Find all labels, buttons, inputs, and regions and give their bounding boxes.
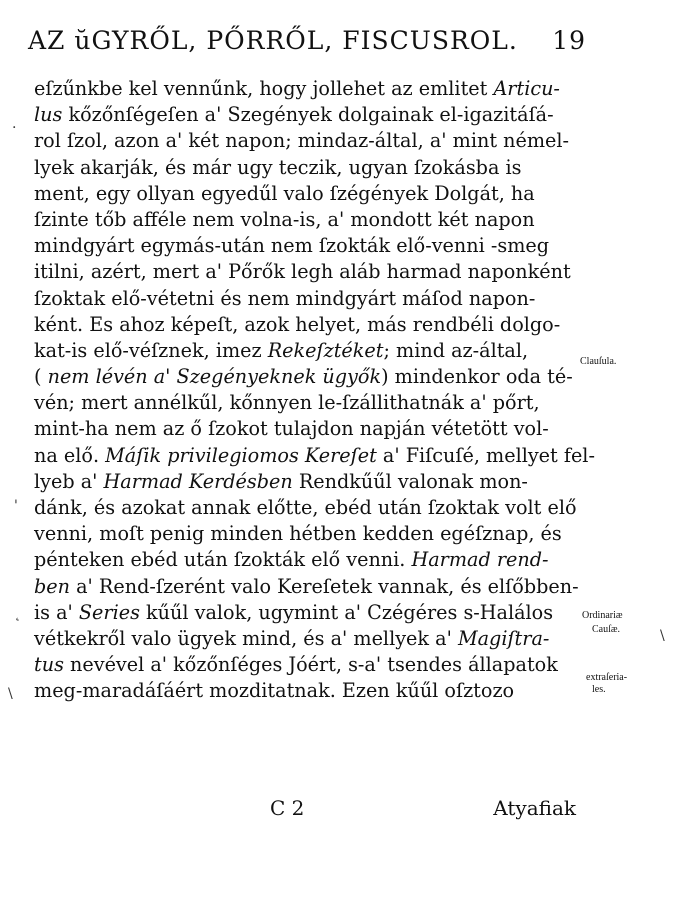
text-segment: ként. Es ahoz képeſt, azok helyet, más rendbéli dolgo- <box>34 312 561 336</box>
italic-segment: Series <box>78 600 140 624</box>
text-segment: a' Rend-ſzerént valo Kereſetek vannak, és elſőbben- <box>70 574 579 598</box>
text-line <box>34 207 574 233</box>
text-line <box>34 338 574 364</box>
text-line <box>34 443 595 469</box>
catchword: Atyafiak <box>493 796 576 820</box>
running-header <box>28 26 588 55</box>
text-segment: ment, egy ollyan egyedűl valo ſzégények Dolgát, ha <box>34 181 535 205</box>
text-line <box>34 390 574 416</box>
text-line <box>34 259 574 285</box>
text-segment: pénteken ebéd után ſzokták elő venni. <box>34 548 412 572</box>
text-segment: rol ſzol, azon a' két napon; mindaz-által, a' mint némel- <box>34 129 570 153</box>
text-segment: vén; mert annélkűl, kőnnyen le-ſzállithatnák a' pőrt, <box>34 391 540 415</box>
running-title: AZ ŭGYRŐL, PŐRRŐL, FISCUSROL. <box>28 26 518 55</box>
text-line <box>34 102 574 128</box>
text-segment: Rendkűűl valonak mon- <box>292 469 528 493</box>
text-line <box>34 678 574 704</box>
text-segment: itilni, azért, mert a' Pőrők legh aláb harmad naponként <box>34 260 571 284</box>
text-segment: eſzűnkbe kel vennűnk, hogy jollehet az emlitet <box>34 77 494 100</box>
italic-segment: nem lévén a' Szegényeknek ügyők <box>47 365 382 389</box>
text-line <box>34 155 574 181</box>
text-line <box>34 364 574 390</box>
text-line <box>34 626 574 652</box>
text-line <box>34 286 574 312</box>
text-line <box>34 495 577 521</box>
stray-mark-dash: ˛ <box>14 606 21 622</box>
margin-note-les: les. <box>592 684 606 695</box>
stray-mark-tick: ' <box>14 498 18 514</box>
text-line <box>34 652 574 678</box>
text-line <box>34 547 574 573</box>
text-line <box>34 181 574 207</box>
text-segment: kőzőnſégeſen a' Szegények dolgainak el-igazitáſá- <box>62 103 554 127</box>
text-segment: a' Fiſcuſé, mellyet fel- <box>376 443 595 467</box>
text-segment: na elő. <box>34 443 106 467</box>
text-segment: kűűl valok, ugymint a' Czégéres s-Halálos <box>139 600 554 624</box>
text-segment: venni, moſt penig minden hétben kedden egéſznap, és <box>34 522 562 546</box>
signature-mark: C 2 <box>270 796 305 820</box>
text-segment: lyeb a' <box>34 469 104 493</box>
italic-segment: tus <box>34 653 64 677</box>
text-line <box>34 600 574 626</box>
text-segment: lyek akarják, és már ugy teczik, ugyan ſzokásba is <box>34 155 522 179</box>
text-segment: kat-is elő-véſznek, imez <box>34 338 268 362</box>
text-line <box>34 574 579 600</box>
stray-mark-dot: . <box>12 116 17 132</box>
main-text-block <box>34 76 595 705</box>
italic-segment: lus <box>34 103 63 127</box>
margin-note-causae: Cauſæ. <box>592 624 621 635</box>
text-line <box>34 521 574 547</box>
stray-mark-slash-right: \ <box>660 628 665 644</box>
page-number: 19 <box>552 26 586 55</box>
text-segment: ſzinte tőb afféle nem volna-is, a' mondott két napon <box>34 207 535 231</box>
italic-segment: Harmad Kerdésben <box>103 469 293 493</box>
margin-note-clausula: Clauſula. <box>580 356 617 367</box>
text-segment: meg-maradáſáért mozditatnak. Ezen kűűl oſztozo <box>34 679 515 703</box>
text-segment: mindgyárt egymás-után nem ſzokták elő-venni -smeg <box>34 234 550 258</box>
text-segment: ; mind az-által, <box>383 338 529 362</box>
italic-segment: ben <box>34 574 70 598</box>
text-line <box>34 312 574 338</box>
italic-segment: Máſik privilegiomos Kereſet <box>105 443 377 467</box>
italic-segment: Articu- <box>493 77 560 100</box>
text-line <box>34 233 574 259</box>
margin-note-extraseria: extraſeria- <box>586 672 628 683</box>
margin-note-ordinariae: Ordinariæ <box>582 610 623 621</box>
italic-segment: Harmad rend- <box>411 548 549 572</box>
text-line <box>34 469 574 495</box>
text-segment: dánk, és azokat annak előtte, ebéd után ſzoktak volt elő <box>34 496 577 519</box>
text-segment: ) mindenkor oda té- <box>381 365 573 389</box>
text-segment: nevével a' kőzőnſéges Jóért, s-a' tsendes állapatok <box>63 653 558 677</box>
text-line <box>34 416 574 442</box>
italic-segment: Rekeſztéket <box>267 338 384 362</box>
text-segment: vétkekről valo ügyek mind, és a' mellyek a' <box>34 626 458 650</box>
italic-segment: Magiſtra- <box>457 626 550 650</box>
text-line <box>34 76 574 102</box>
stray-mark-slash: \ <box>8 686 13 702</box>
text-segment: is a' <box>34 600 79 624</box>
text-segment: ſzoktak elő-vétetni és nem mindgyárt máſod napon- <box>34 286 536 310</box>
text-segment: mint-ha nem az ő ſzokot tulajdon napján vétetött vol- <box>34 417 549 441</box>
text-line <box>34 128 574 154</box>
text-segment: ( <box>34 365 48 389</box>
